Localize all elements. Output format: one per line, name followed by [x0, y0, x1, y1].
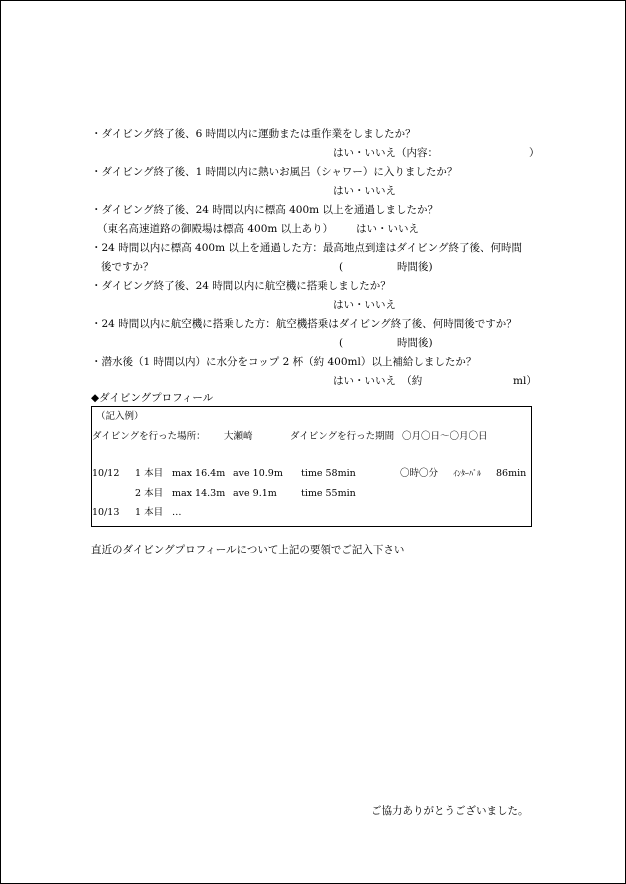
- question-water-intake: ・潜水後（1 時間以内）に水分をコップ 2 杯（約 400ml）以上補給しましたか？: [91, 356, 477, 368]
- answer-flight-hours-open: (: [339, 337, 344, 349]
- answer-altitude-hours-unit[interactable]: 時間後): [397, 261, 433, 273]
- question-altitude-24h: ・ダイビング終了後、24 時間以内に標高 400m 以上を通過しましたか？: [91, 204, 438, 216]
- dive-max-depth: max 16.4m: [172, 468, 226, 479]
- question-altitude-hours-line2: 後ですか？: [101, 261, 154, 273]
- place-label: ダイビングを行った場所：: [92, 431, 206, 442]
- question-flight-24h: ・ダイビング終了後、24 時間以内に航空機に搭乗しましたか？: [91, 280, 391, 292]
- answer-water-intake-unit: ml）: [513, 375, 537, 387]
- example-label: （記入例）: [96, 411, 144, 422]
- profile-example-box: [91, 406, 532, 527]
- answer-exercise-close-paren: ）: [529, 147, 540, 159]
- profile-instruction: 直近のダイビングプロフィールについて上記の要領でご記入下さい: [91, 544, 405, 556]
- answer-flight-hours-unit[interactable]: 時間後): [397, 337, 433, 349]
- answer-altitude-24h[interactable]: はい・いいえ: [356, 223, 419, 235]
- dive-time: time 58min: [301, 468, 356, 479]
- dive-interval: 86min: [496, 468, 527, 479]
- answer-exercise-6h[interactable]: はい・いいえ（内容：: [333, 147, 438, 159]
- answer-hot-bath-1h[interactable]: はい・いいえ: [333, 185, 396, 197]
- answer-water-intake[interactable]: はい・いいえ （約: [333, 375, 423, 387]
- note-gotemba-altitude: （東名高速道路の御殿場は標高 400m 以上あり）: [97, 223, 334, 235]
- dive-max-depth: max 14.3m: [172, 488, 226, 499]
- dive-ave-depth: ave 10.9m: [233, 468, 283, 479]
- dive-number: 1 本目: [135, 507, 164, 518]
- place-value: 大瀬崎: [224, 431, 253, 442]
- dive-clock: 〇時〇分: [400, 468, 439, 479]
- dive-date: 10/12: [92, 468, 120, 479]
- dive-date: 10/13: [92, 507, 120, 518]
- dive-time: time 55min: [301, 488, 356, 499]
- closing-thanks: ご協力ありがとうございました。: [371, 805, 529, 817]
- dive-number: 2 本目: [135, 488, 164, 499]
- question-exercise-6h: ・ダイビング終了後、6 時間以内に運動または重作業をしましたか？: [91, 128, 416, 140]
- question-altitude-hours-line1: ・24 時間以内に標高 400m 以上を通過した方：最高地点到達はダイビング終了後、何時間: [91, 242, 522, 254]
- answer-altitude-hours-open: (: [339, 261, 344, 273]
- dive-interval-label: ｲﾝﾀｰﾊﾞﾙ: [453, 469, 481, 478]
- question-flight-hours: ・24 時間以内に航空機に搭乗した方：航空機搭乗はダイビング終了後、何時間後ですか？: [91, 318, 517, 330]
- profile-heading: ◆ダイビングプロフィール: [91, 392, 214, 404]
- question-hot-bath-1h: ・ダイビング終了後、1 時間以内に熱いお風呂（シャワー）に入りましたか？: [91, 166, 458, 178]
- dive-number: 1 本目: [135, 468, 164, 479]
- period-value: 〇月〇日～〇月〇日: [402, 431, 488, 442]
- answer-flight-24h[interactable]: はい・いいえ: [333, 299, 396, 311]
- dive-ave-depth: ave 9.1m: [233, 488, 277, 499]
- period-label: ダイビングを行った期間: [290, 431, 395, 442]
- dive-ellipsis: …: [172, 507, 182, 518]
